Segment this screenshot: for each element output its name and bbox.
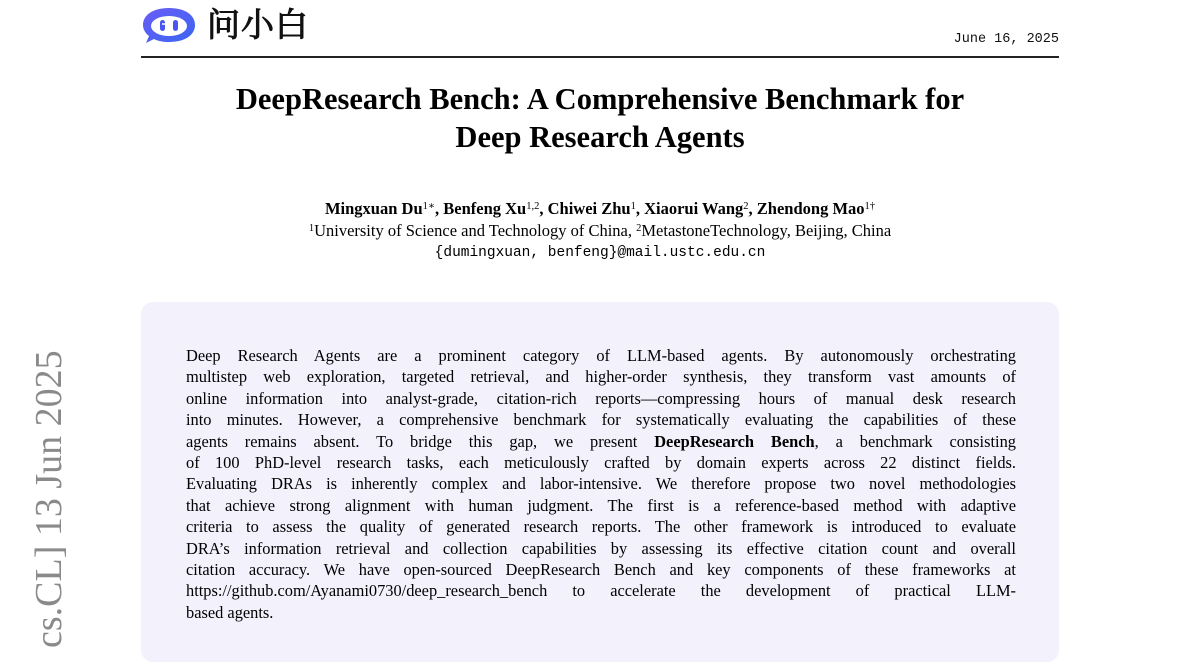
- affiliation-name: University of Science and Technology of China,: [314, 221, 632, 240]
- brand-logo[interactable]: [141, 4, 309, 46]
- affiliation-mark: 1: [308, 223, 315, 234]
- abstract-line: Evaluating DRAs is inherently complex and labor-intensive. We therefore propose two novel methodologies: [186, 474, 1016, 494]
- abstract-line-mixed: [186, 431, 1016, 452]
- affiliations: [141, 220, 1059, 242]
- abstract-segment: , a benchmark consisting: [814, 431, 1016, 451]
- author-name: Xiaorui Wang: [644, 199, 744, 218]
- abstract-text: [186, 345, 1016, 623]
- author-name: Chiwei Zhu: [547, 199, 631, 218]
- abstract-line: that achieve strong alignment with human judgment. The first is a reference-based method with adaptive: [186, 495, 1016, 515]
- header-divider: [141, 56, 1059, 58]
- author-affiliation-mark: 2: [743, 201, 749, 212]
- author-affiliation-mark: 1,2: [526, 201, 540, 212]
- affiliation-name: MetastoneTechnology, Beijing, China: [641, 221, 892, 240]
- abstract-line: into minutes. However, a comprehensive benchmark for systematically evaluating the capabilities of these: [186, 410, 1016, 430]
- title-line: DeepResearch Bench: A Comprehensive Benchmark for: [235, 82, 965, 116]
- contact-email[interactable]: {dumingxuan, benfeng}@mail.ustc.edu.cn: [434, 245, 766, 261]
- abstract-segment: agents remains absent. To bridge this gap, we present: [186, 431, 638, 451]
- abstract-line: online information into analyst-grade, citation-rich reports—compressing hours of manual desk research: [186, 388, 1016, 408]
- abstract-line-with-link[interactable]: https://github.com/Ayanami0730/deep_research_bench to accelerate the development of practical LLM-: [186, 581, 1016, 601]
- author-name: Zhendong Mao: [756, 199, 865, 218]
- benchmark-name-emphasis: DeepResearch Bench: [654, 431, 815, 451]
- abstract-line: Deep Research Agents are a prominent category of LLM-based agents. By autonomously orchestrating: [186, 346, 1016, 365]
- abstract-line: multistep web exploration, targeted retrieval, and higher-order synthesis, they transform vast amounts of: [186, 367, 1016, 387]
- title-line: Deep Research Agents: [455, 120, 745, 154]
- abstract-line: DRA’s information retrieval and collection capabilities by assessing its effective citation count and overall: [186, 538, 1016, 558]
- author-affiliation-mark: 1∗: [422, 201, 436, 212]
- abstract-line: based agents.: [186, 602, 274, 622]
- abstract-line: of 100 PhD-level research tasks, each meticulously crafted by domain experts across 22 distinct fields.: [186, 453, 1016, 473]
- affiliation-mark: 2: [636, 223, 642, 234]
- author-affiliation-mark: 1†: [864, 201, 876, 212]
- author-block: [141, 198, 1059, 264]
- abstract-line: criteria to assess the quality of generated research reports. The other framework is introduced to evaluate: [186, 517, 1016, 537]
- author-name: Benfeng Xu: [443, 199, 527, 218]
- author-name: Mingxuan Du: [324, 199, 423, 218]
- author-affiliation-mark: 1: [630, 201, 636, 212]
- paper-title: [141, 80, 1059, 156]
- publication-date: June 16, 2025: [953, 32, 1059, 47]
- abstract-line: citation accuracy. We have open-sourced DeepResearch Bench and key components of these frameworks at: [186, 560, 1016, 580]
- author-list: Mingxuan $Du^{1∗}$, Benfeng Xu$^{1,2}$, Chiwei Zhu$^1$, Xiaorui Wang$^2$, Zhendong Mao$^{1\dagger}$: [324, 199, 876, 218]
- logo-text: 问小白: [207, 5, 309, 44]
- chat-bubble-logo-icon: [141, 5, 197, 45]
- arxiv-sidebar-stamp: cs.CL] 13 Jun 2025: [28, 350, 70, 648]
